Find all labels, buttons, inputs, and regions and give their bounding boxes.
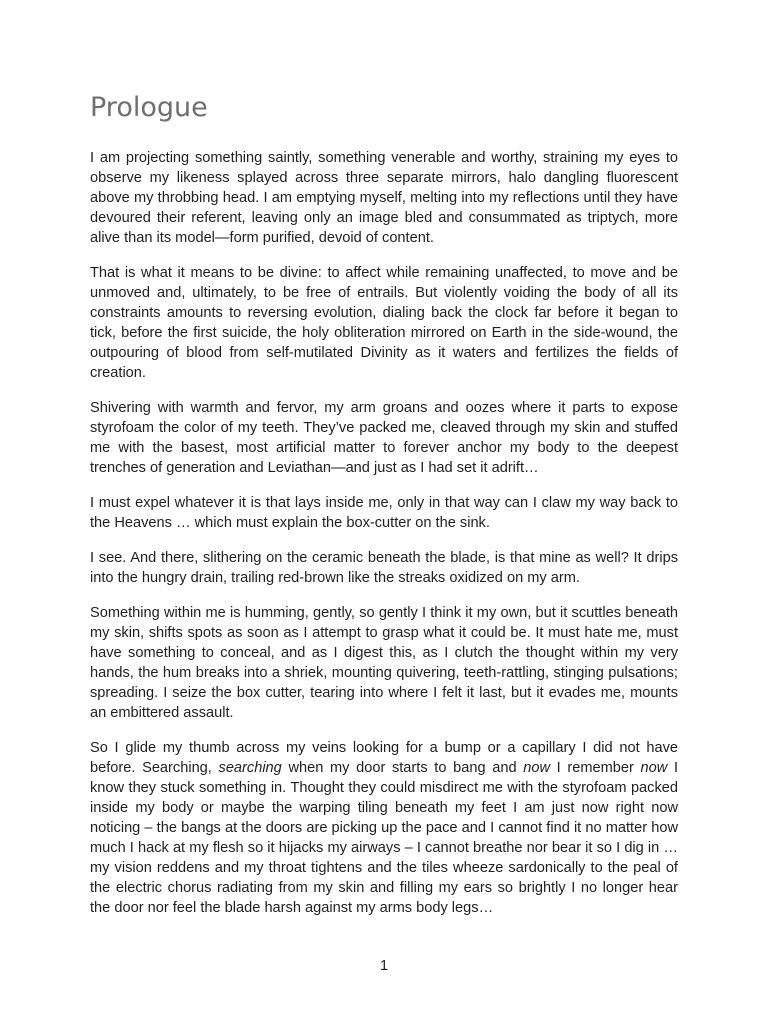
text-run: I know they stuck something in. Thought they could misdirect me with the styrofoam packed inside my body or maybe the warping tiling beneath my feet I am just now right now noticing – the bangs at the doors are picking up the pace and I cannot find it no matter how much I hack at my flesh so it hijacks my airways – I cannot breathe nor bear it so I dig in … my vision reddens and my throat tightens and the tiles wheeze sardonically to the peal of the electric chorus radiating from my skin and filling my ears so brightly I no longer hear the door nor feel the blade harsh against my arms body legs… (90, 760, 679, 916)
emphasis-now: now (523, 760, 550, 776)
paragraph: I must expel whatever it is that lays inside me, only in that way can I claw my way back to the Heavens … which must explain the box-cutter on the sink. (90, 495, 678, 531)
emphasis-now: now (640, 760, 668, 776)
text-run: So I glide my thumb across my veins looking for a bump or a capillary I did not have before. Searching, (90, 740, 678, 776)
text-run: when my door starts to bang and (281, 760, 524, 776)
paragraph: I see. And there, slithering on the ceramic beneath the blade, is that mine as well? It drips into the hungry drain, trailing red-brown like the streaks oxidized on my arm. (90, 550, 678, 586)
paragraph: That is what it means to be divine: to affect while remaining unaffected, to move and be unmoved and, ultimately, to be free of entrails. But violently voiding the body of all its constraints amounts to reversing evolution, dialing back the clock far before it began to tick, before the first suicide, the holy obliteration mirrored on Earth in the side-wound, the outpouring of blood from self-mutilated Divinity as it waters and fertilizes the fields of creation. (90, 265, 678, 381)
body-text (90, 148, 678, 933)
paragraph-final (90, 738, 678, 918)
text-run: I remember (550, 760, 641, 776)
paragraph: Something within me is humming, gently, so gently I think it my own, but it scuttles beneath my skin, shifts spots as soon as I attempt to grasp what it could be. It must hate me, must have something to conceal, and as I digest this, as I clutch the thought within my very hands, the hum breaks into a shriek, mounting quivering, teeth-rattling, stinging pulsations; spreading. I seize the box cutter, tearing into where I felt it last, but it evades me, mounts an embittered assault. (90, 605, 678, 721)
chapter-title: Prologue (90, 92, 208, 123)
paragraph: Shivering with warmth and fervor, my arm groans and oozes where it parts to expose styrofoam the color of my teeth. They’ve packed me, cleaved through my skin and stuffed me with the basest, most artificial matter to forever anchor my body to the deepest trenches of generation and Leviathan—and just as I had set it adrift… (90, 400, 678, 476)
emphasis-searching: searching (218, 760, 282, 776)
page-number: 1 (379, 958, 389, 974)
paragraph: I am projecting something saintly, something venerable and worthy, straining my eyes to observe my likeness splayed across three separate mirrors, halo dangling fluorescent above my throbbing head. I am emptying myself, melting into my reflections until they have devoured their referent, leaving only an image bled and consummated as triptych, more alive than its model—form purified, devoid of content. (90, 150, 678, 246)
